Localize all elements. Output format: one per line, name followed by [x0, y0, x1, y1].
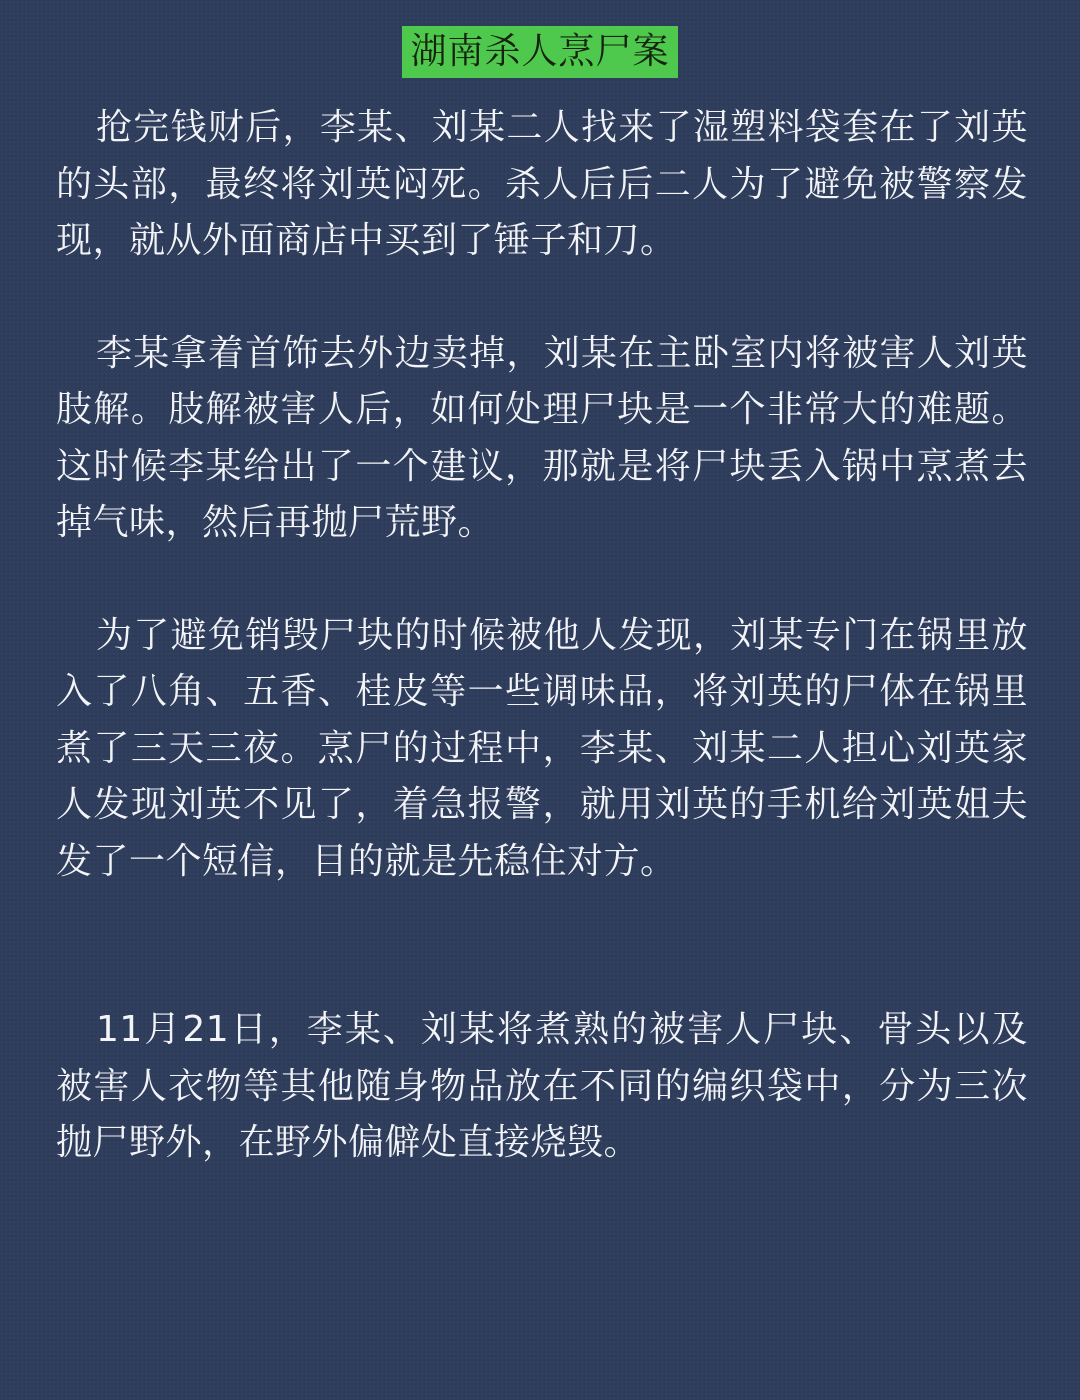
paragraph-3: 为了避免销毁尸块的时候被他人发现，刘某专门在锅里放入了八角、五香、桂皮等一些调味品，将刘英的尸体在锅里煮了三天三夜。烹尸的过程中，李某、刘某二人担心刘英家人发现刘英不见了，着急报警，就用刘英的手机给刘英姐夫发了一个短信，目的就是先稳住对方。 — [56, 614, 1028, 882]
paragraph-4: 11月21日，李某、刘某将煮熟的被害人尸块、骨头以及被害人衣物等其他随身物品放在不同的编织袋中，分为三次抛尸野外，在野外偏僻处直接烧毁。 — [56, 1009, 1028, 1163]
paragraph-2: 李某拿着首饰去外边卖掉，刘某在主卧室内将被害人刘英肢解。肢解被害人后，如何处理尸块是一个非常大的难题。这时候李某给出了一个建议，那就是将尸块丢入锅中烹煮去掉气味，然后再抛尸荒野。 — [56, 332, 1028, 543]
article-body — [56, 100, 1028, 1172]
page-title: 湖南杀人烹尸案 — [402, 26, 677, 78]
title-container — [0, 26, 1080, 78]
paragraph-1: 抢完钱财后，李某、刘某二人找来了湿塑料袋套在了刘英的头部，最终将刘英闷死。杀人后后二人为了避免被警察发现，就从外面商店中买到了锤子和刀。 — [56, 107, 1028, 261]
